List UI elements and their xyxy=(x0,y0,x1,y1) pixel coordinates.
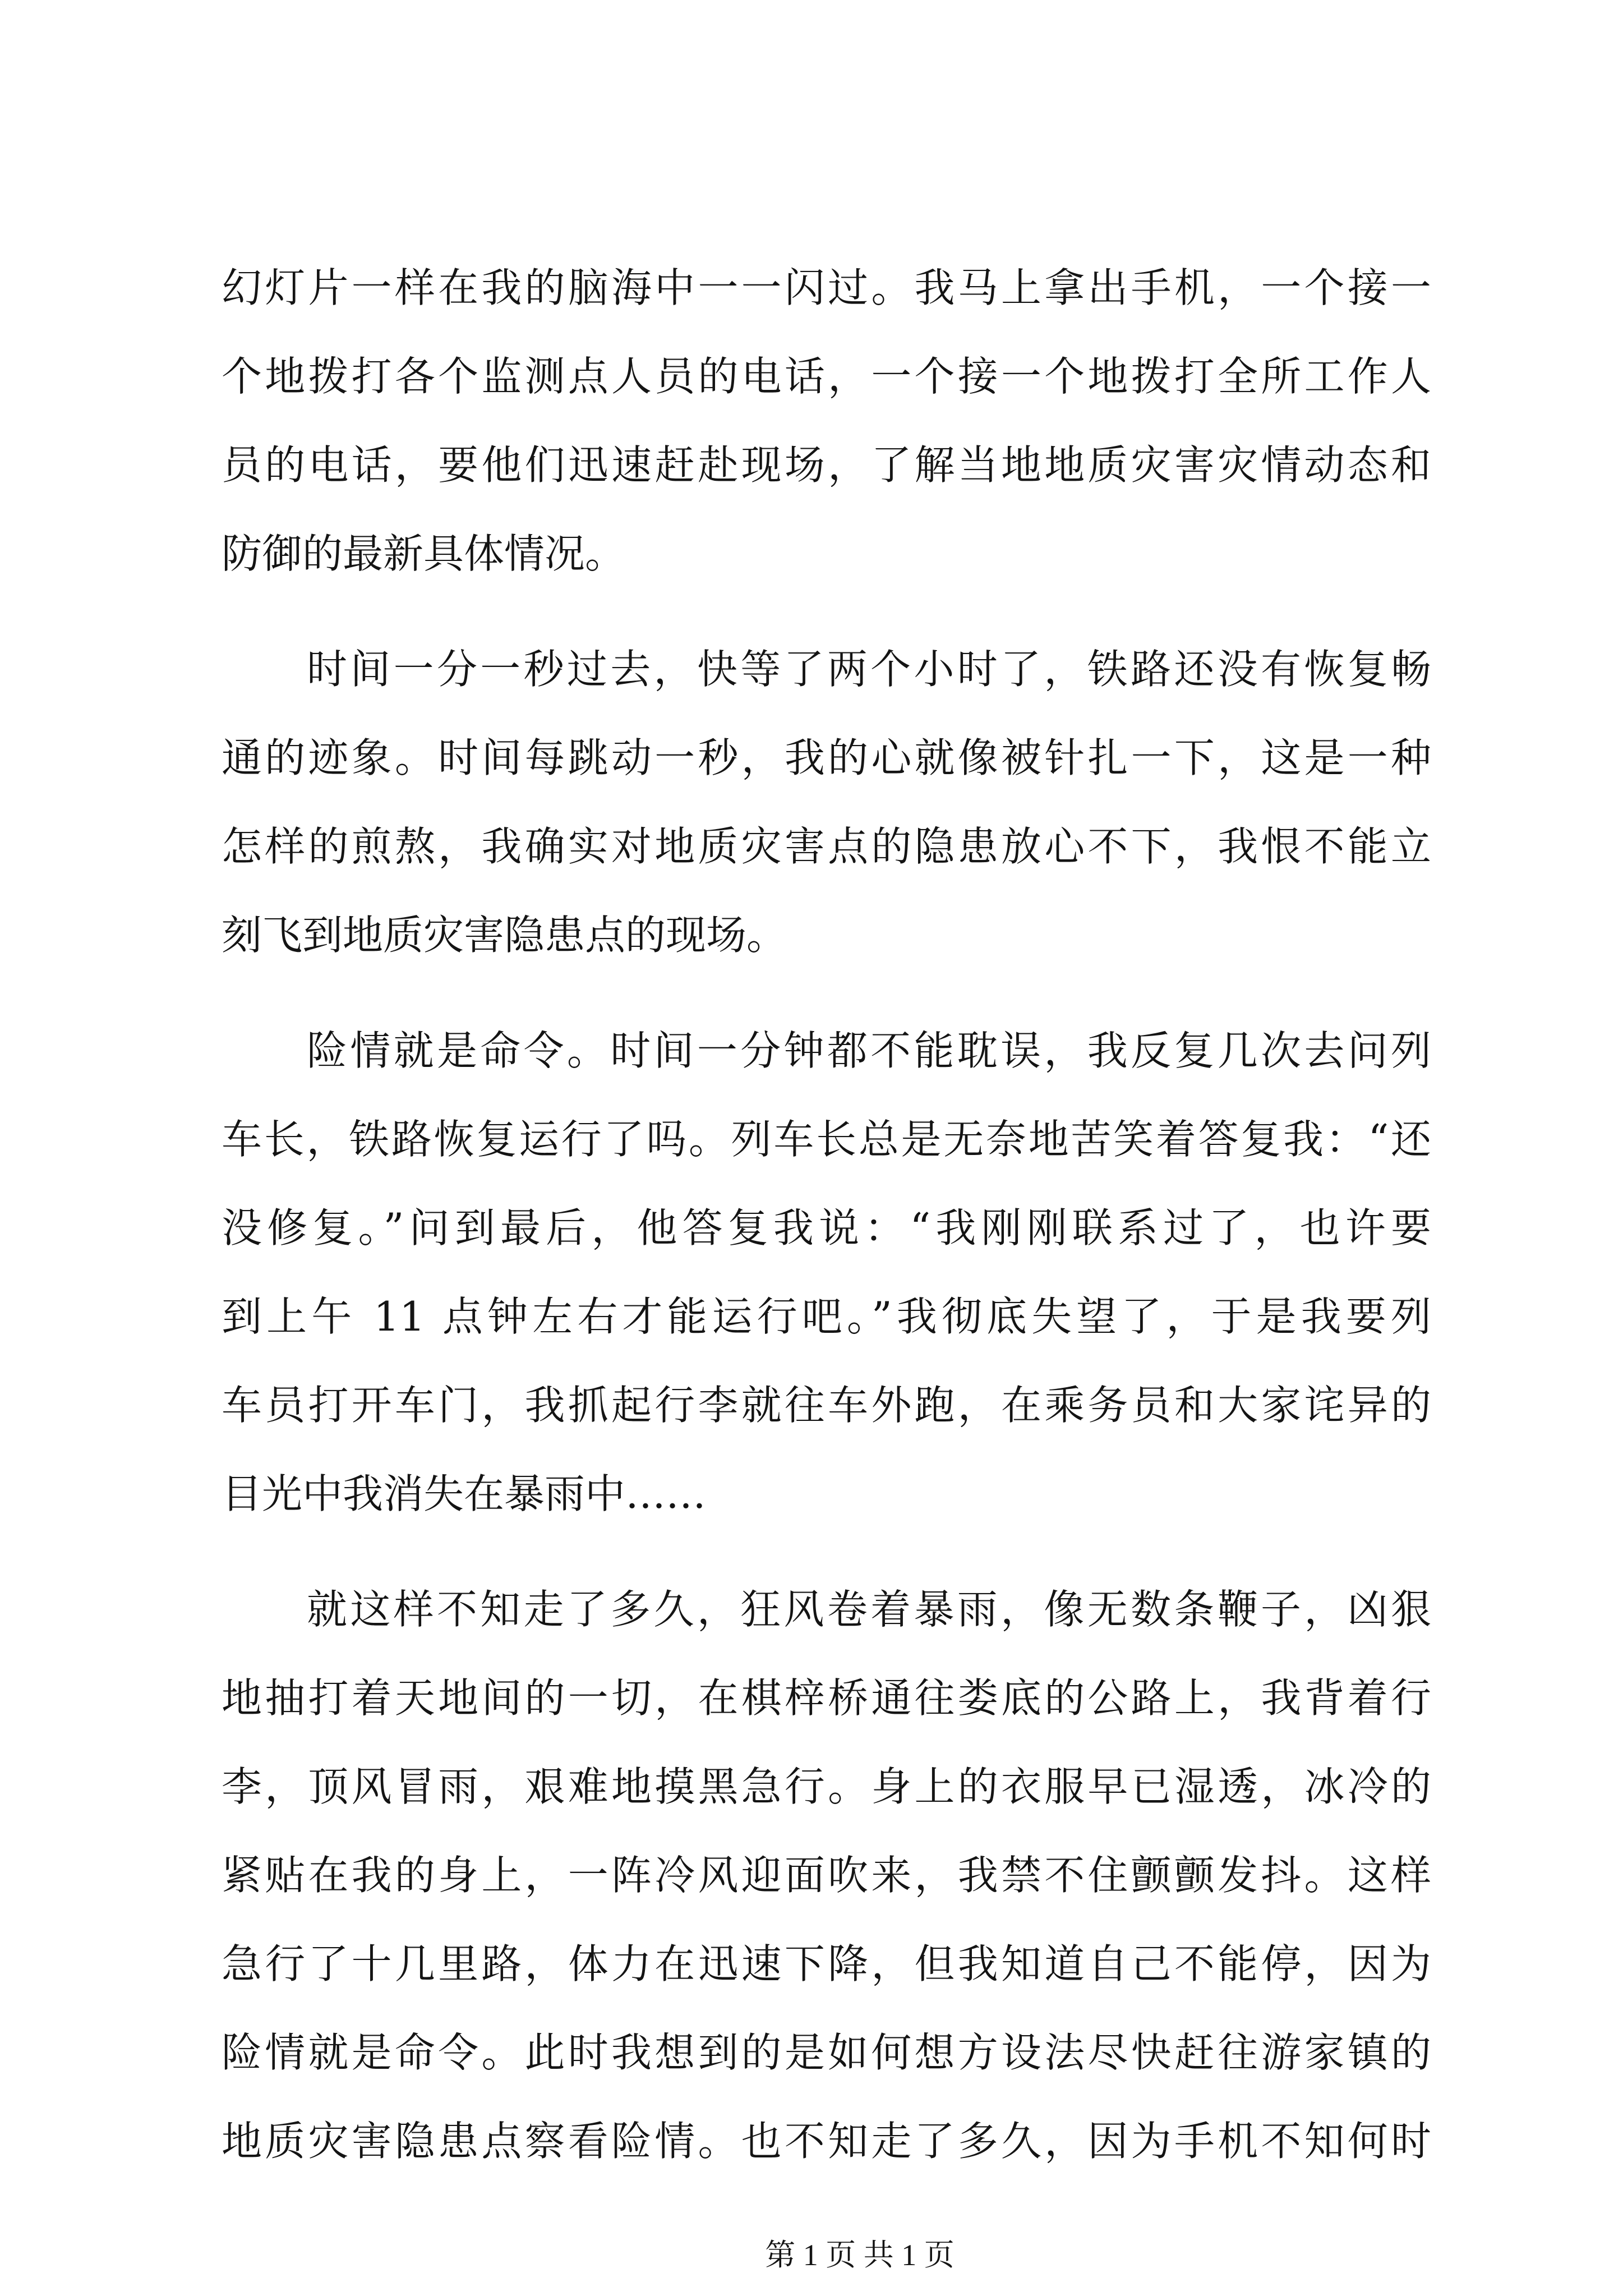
text-line: 地抽打着天地间的一切，在棋梓桥通往娄底的公路上，我背着行 xyxy=(222,1674,1431,1722)
text-line: 李，顶风冒雨，艰难地摸黑急行。身上的衣服早已湿透，冰冷的 xyxy=(222,1763,1431,1810)
text-line: 刻飞到地质灾害隐患点的现场。 xyxy=(222,912,787,959)
text-line: 险情就是命令。时间一分钟都不能耽误，我反复几次去问列 xyxy=(307,1027,1431,1074)
paragraph-2 xyxy=(222,625,1431,979)
paragraph-4 xyxy=(222,1565,1431,2185)
text-line: 目光中我消失在暴雨中…… xyxy=(222,1470,707,1517)
text-line: 幻灯片一样在我的脑海中一一闪过。我马上拿出手机，一个接一 xyxy=(222,264,1431,311)
text-line: 急行了十几里路，体力在迅速下降，但我知道自己不能停，因为 xyxy=(222,1940,1431,1987)
paragraph-1 xyxy=(222,243,1431,598)
text-line: 车长，铁路恢复运行了吗。列车长总是无奈地苦笑着答复我：“还 xyxy=(222,1116,1431,1163)
text-line: 到上午 11 点钟左右才能运行吧。”我彻底失望了，于是我要列 xyxy=(222,1293,1431,1340)
paragraph-3 xyxy=(222,1006,1431,1538)
text-line: 通的迹象。时间每跳动一秒，我的心就像被针扎一下，这是一种 xyxy=(222,734,1431,781)
text-line: 没修复。”问到最后，他答复我说：“我刚刚联系过了，也许要 xyxy=(222,1204,1431,1251)
text-line: 险情就是命令。此时我想到的是如何想方设法尽快赶往游家镇的 xyxy=(222,2029,1431,2076)
text-line: 怎样的煎熬，我确实对地质灾害点的隐患放心不下，我恨不能立 xyxy=(222,823,1431,870)
text-line: 紧贴在我的身上，一阵冷风迎面吹来，我禁不住颤颤发抖。这样 xyxy=(222,1852,1431,1899)
text-line: 防御的最新具体情况。 xyxy=(222,530,626,577)
page-number: 第 1 页 共 1 页 xyxy=(765,2238,955,2272)
text-line: 时间一分一秒过去，快等了两个小时了，铁路还没有恢复畅 xyxy=(307,646,1431,693)
text-line: 员的电话，要他们迅速赶赴现场，了解当地地质灾害灾情动态和 xyxy=(222,441,1431,489)
text-line: 就这样不知走了多久，狂风卷着暴雨，像无数条鞭子，凶狠 xyxy=(307,1586,1431,1633)
text-line: 个地拨打各个监测点人员的电话，一个接一个地拨打全所工作人 xyxy=(222,353,1431,400)
text-line: 车员打开车门，我抓起行李就往车外跑，在乘务员和大家诧异的 xyxy=(222,1382,1431,1429)
text-line: 地质灾害隐患点察看险情。也不知走了多久，因为手机不知何时 xyxy=(222,2118,1431,2165)
document-body xyxy=(222,243,1431,2212)
